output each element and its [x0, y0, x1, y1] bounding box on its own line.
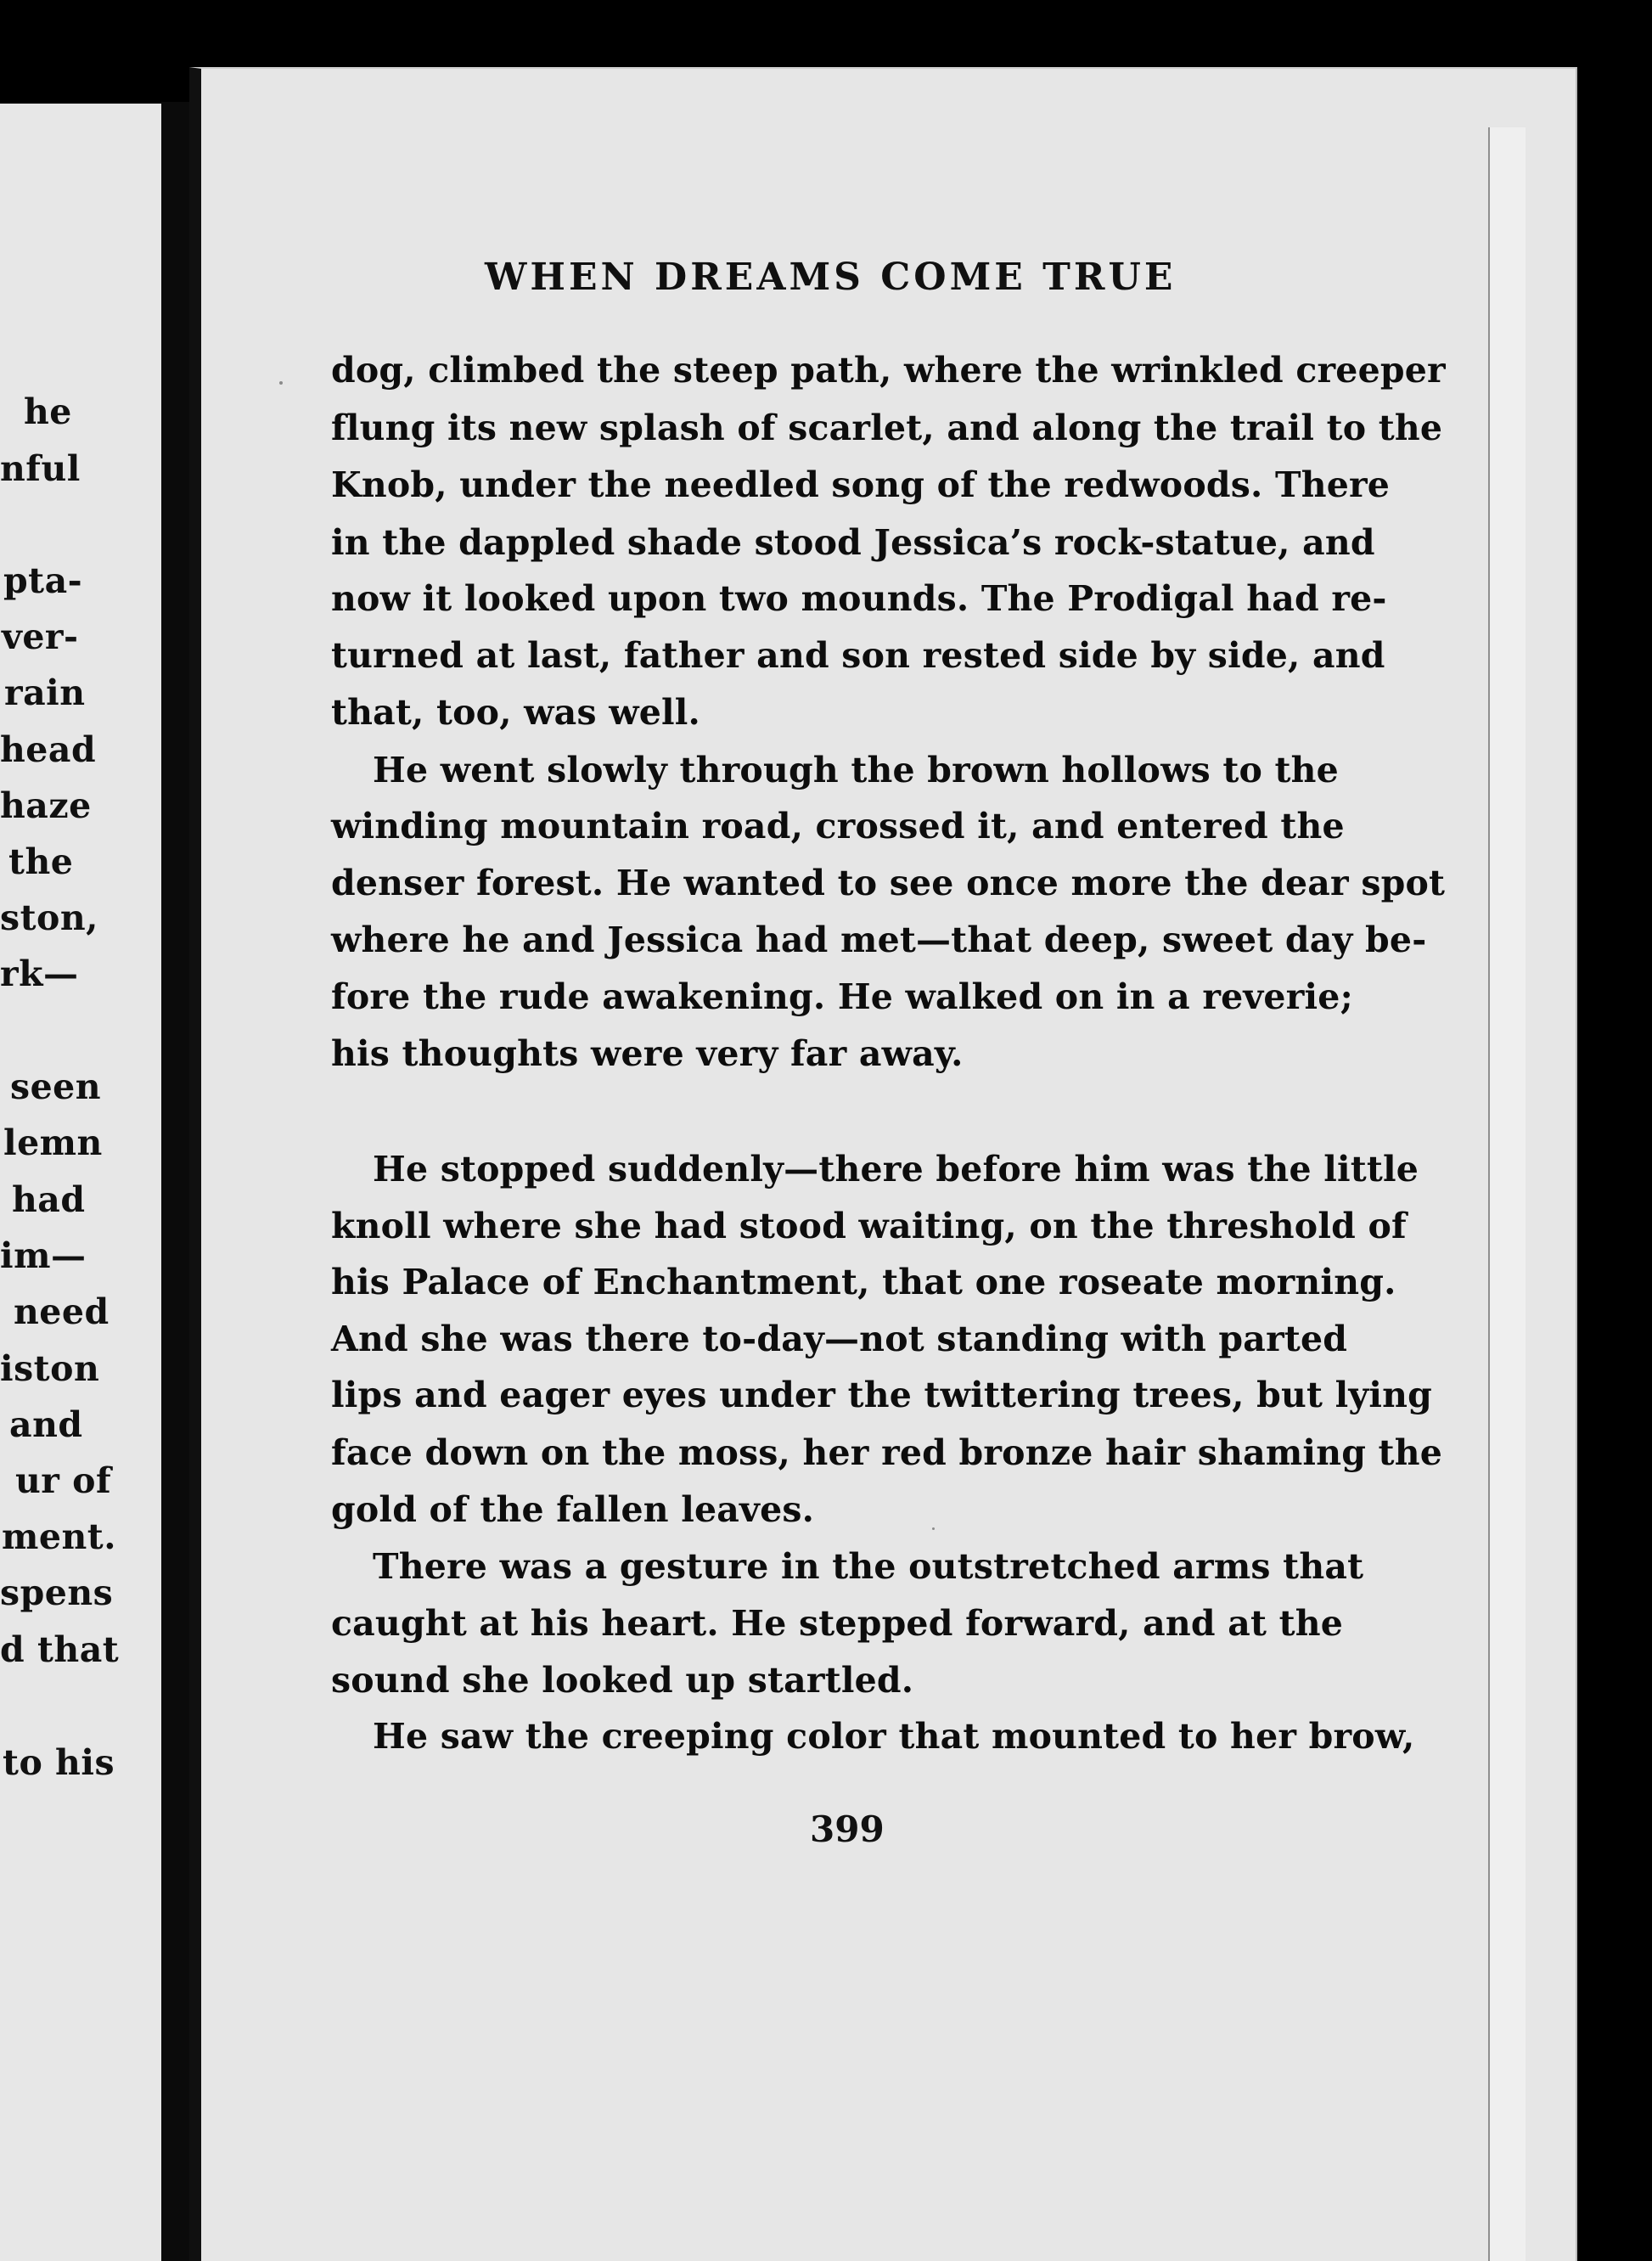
body-text-line: face down on the moss, her red bronze hair shaming the — [331, 1432, 1442, 1473]
body-text-line: dog, climbed the steep path, where the wrinkled creeper — [331, 350, 1446, 391]
left-page-text-fragment: the — [8, 841, 74, 882]
body-text-line: denser forest. He wanted to see once more the dear spot — [331, 863, 1446, 903]
body-text-line: He saw the creeping color that mounted to her brow, — [373, 1716, 1415, 1757]
body-text-line: He stopped suddenly—there before him was the little — [373, 1149, 1419, 1190]
body-text-line: flung its new splash of scarlet, and along the trail to the — [331, 408, 1443, 448]
left-page-text-fragment: lemn — [3, 1122, 103, 1163]
body-text-line: sound she looked up startled. — [331, 1660, 914, 1701]
left-page-text-fragment: nful — [0, 448, 81, 489]
body-text-line: There was a gesture in the outstretched arms that — [373, 1546, 1364, 1587]
body-text-line: turned at last, father and son rested side by side, and — [331, 635, 1385, 676]
left-page-text-fragment: iston — [0, 1348, 100, 1389]
body-text-line: lips and eager eyes under the twittering trees, but lying — [331, 1375, 1433, 1415]
left-page-text-fragment: ment. — [2, 1516, 116, 1557]
body-text-line: And she was there to-day—not standing with parted — [331, 1319, 1348, 1359]
right-page — [189, 67, 1577, 2261]
left-page-text-fragment: im— — [0, 1235, 87, 1276]
body-text-line: that, too, was well. — [331, 692, 701, 733]
left-page-text-fragment: rk— — [0, 953, 79, 994]
left-page-edge — [0, 104, 161, 2261]
left-page-text-fragment: seen — [10, 1066, 102, 1107]
left-page-text-fragment: and — [9, 1404, 83, 1445]
left-page-text-fragment: head — [0, 729, 97, 770]
body-text-line: gold of the fallen leaves. — [331, 1489, 815, 1530]
body-text-line: fore the rude awakening. He walked on in a reverie; — [331, 976, 1353, 1017]
body-text-line: He went slowly through the brown hollows to the — [373, 750, 1339, 790]
page-number: 399 — [810, 1808, 885, 1850]
left-page-text-fragment: need — [14, 1291, 110, 1332]
scan-speck — [279, 381, 283, 385]
left-page-text-fragment: rain — [4, 672, 86, 713]
left-page-text-fragment: spens — [0, 1572, 114, 1613]
left-page-text-fragment: pta- — [3, 560, 83, 601]
body-text-line: knoll where she had stood waiting, on the threshold of — [331, 1206, 1407, 1246]
body-text-line: his Palace of Enchantment, that one roseate morning. — [331, 1262, 1396, 1302]
left-page-text-fragment: to his — [3, 1742, 115, 1783]
left-page-text-fragment: he — [24, 391, 72, 432]
left-page-text-fragment: ur of — [15, 1460, 112, 1501]
scan-speck — [932, 1527, 935, 1530]
body-text-line: winding mountain road, crossed it, and entered the — [331, 806, 1345, 846]
left-page-text-fragment: haze — [0, 785, 92, 826]
running-title: WHEN DREAMS COME TRUE — [485, 256, 1177, 299]
body-text-line: in the dappled shade stood Jessica’s rock-statue, and — [331, 522, 1375, 563]
body-text-line: now it looked upon two mounds. The Prodigal had re- — [331, 578, 1387, 619]
body-text-line: his thoughts were very far away. — [331, 1033, 964, 1074]
body-text-line: caught at his heart. He stepped forward, and at the — [331, 1603, 1344, 1644]
body-text-line: where he and Jessica had met—that deep, sweet day be- — [331, 920, 1427, 960]
left-page-text-fragment: had — [12, 1179, 86, 1220]
left-page-text-fragment: d that — [0, 1629, 120, 1670]
left-page-text-fragment: ver- — [2, 616, 79, 657]
body-text-line: Knob, under the needled song of the redwoods. There — [331, 464, 1391, 505]
page-edge — [1488, 127, 1526, 2261]
left-page-text-fragment: ston, — [0, 897, 98, 938]
